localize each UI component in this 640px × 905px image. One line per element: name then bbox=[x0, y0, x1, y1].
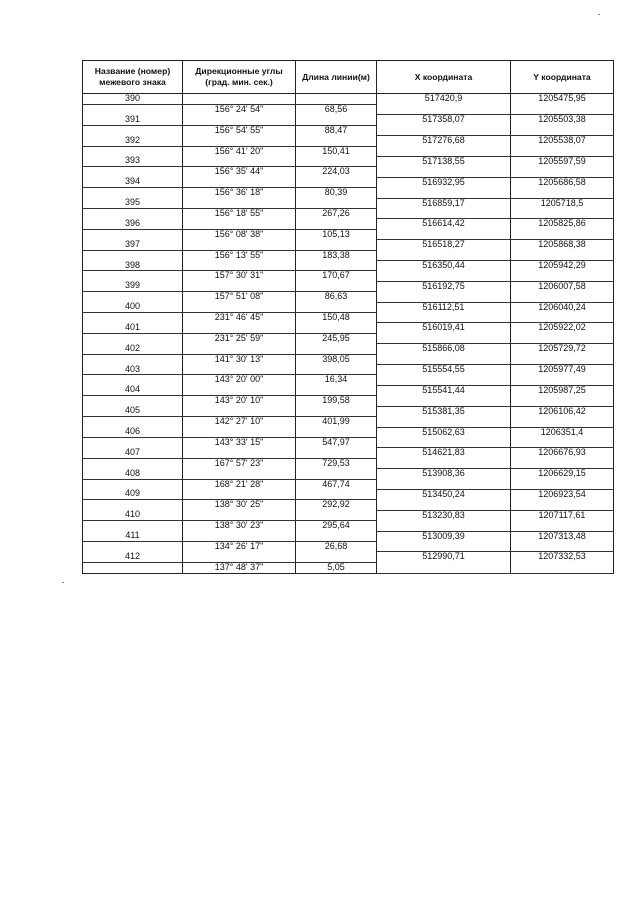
length-cell bbox=[296, 489, 377, 499]
y-coordinate-cell bbox=[511, 146, 614, 156]
table-row bbox=[83, 385, 614, 395]
angle-cell bbox=[183, 302, 296, 312]
point-name-cell bbox=[83, 229, 183, 239]
table-row bbox=[83, 354, 614, 364]
y-coordinate-cell bbox=[511, 396, 614, 406]
length-cell: 150,48 bbox=[296, 313, 377, 323]
y-coordinate-cell: 1207313,48 bbox=[511, 531, 614, 541]
point-name-cell: 395 bbox=[83, 198, 183, 208]
angle-cell: 143° 33' 15" bbox=[183, 437, 296, 447]
length-cell: 86,63 bbox=[296, 292, 377, 302]
x-coordinate-cell: 512990,71 bbox=[377, 552, 511, 562]
y-coordinate-cell bbox=[511, 250, 614, 260]
angle-cell bbox=[183, 406, 296, 416]
y-coordinate-cell: 1206351,4 bbox=[511, 427, 614, 437]
length-cell: 729,53 bbox=[296, 458, 377, 468]
table-row bbox=[83, 292, 614, 302]
x-coordinate-cell: 513230,83 bbox=[377, 510, 511, 520]
angle-cell: 134° 26' 17" bbox=[183, 541, 296, 551]
y-coordinate-cell bbox=[511, 167, 614, 177]
angle-cell: 156° 36' 18" bbox=[183, 188, 296, 198]
x-coordinate-cell: 515866,08 bbox=[377, 344, 511, 354]
table-row bbox=[83, 198, 614, 208]
table-row bbox=[83, 313, 614, 323]
angle-cell bbox=[183, 510, 296, 520]
angle-cell bbox=[183, 219, 296, 229]
point-name-cell bbox=[83, 562, 183, 573]
table-row bbox=[83, 219, 614, 229]
x-coordinate-cell: 516192,75 bbox=[377, 281, 511, 291]
angle-cell bbox=[183, 531, 296, 541]
point-name-cell: 399 bbox=[83, 281, 183, 291]
table-row bbox=[83, 448, 614, 458]
x-coordinate-cell: 515541,44 bbox=[377, 385, 511, 395]
x-coordinate-cell: 517276,68 bbox=[377, 136, 511, 146]
angle-cell: 231° 46' 45" bbox=[183, 313, 296, 323]
header-line-length: Длина линии(м) bbox=[296, 61, 377, 94]
y-coordinate-cell bbox=[511, 125, 614, 135]
length-cell bbox=[296, 365, 377, 375]
point-name-cell bbox=[83, 500, 183, 510]
length-cell bbox=[296, 552, 377, 562]
point-name-cell bbox=[83, 188, 183, 198]
table-row bbox=[83, 333, 614, 343]
table-row bbox=[83, 229, 614, 239]
length-cell bbox=[296, 344, 377, 354]
table-row bbox=[83, 146, 614, 156]
point-name-cell bbox=[83, 167, 183, 177]
table-row bbox=[83, 469, 614, 479]
y-coordinate-cell bbox=[511, 375, 614, 385]
table-row bbox=[83, 281, 614, 291]
length-cell bbox=[296, 448, 377, 458]
angle-cell: 141° 30' 13" bbox=[183, 354, 296, 364]
length-cell: 199,58 bbox=[296, 396, 377, 406]
point-name-cell bbox=[83, 250, 183, 260]
angle-cell: 143° 20' 00" bbox=[183, 375, 296, 385]
length-cell: 224,03 bbox=[296, 167, 377, 177]
y-coordinate-cell bbox=[511, 208, 614, 218]
point-name-cell: 403 bbox=[83, 365, 183, 375]
point-name-cell bbox=[83, 313, 183, 323]
length-cell: 245,95 bbox=[296, 333, 377, 343]
table-row bbox=[83, 302, 614, 312]
point-name-cell: 398 bbox=[83, 261, 183, 271]
length-cell: 5,05 bbox=[296, 562, 377, 573]
angle-cell bbox=[183, 365, 296, 375]
x-coordinate-cell: 516518,27 bbox=[377, 240, 511, 250]
x-coordinate-cell: 515554,55 bbox=[377, 365, 511, 375]
angle-cell bbox=[183, 156, 296, 166]
y-coordinate-cell bbox=[511, 500, 614, 510]
point-name-cell: 410 bbox=[83, 510, 183, 520]
angle-cell: 168° 21' 28" bbox=[183, 479, 296, 489]
x-coordinate-cell bbox=[377, 354, 511, 364]
angle-cell: 138° 30' 25" bbox=[183, 500, 296, 510]
x-coordinate-cell bbox=[377, 521, 511, 531]
length-cell bbox=[296, 510, 377, 520]
length-cell: 295,64 bbox=[296, 521, 377, 531]
y-coordinate-cell: 1206923,54 bbox=[511, 489, 614, 499]
point-name-cell: 411 bbox=[83, 531, 183, 541]
table-row bbox=[83, 167, 614, 177]
angle-cell: 143° 20' 10" bbox=[183, 396, 296, 406]
table-row bbox=[83, 427, 614, 437]
length-cell bbox=[296, 302, 377, 312]
table-row bbox=[83, 541, 614, 551]
angle-cell: 142° 27' 10" bbox=[183, 417, 296, 427]
table-body bbox=[83, 94, 614, 574]
angle-cell bbox=[183, 177, 296, 187]
x-coordinate-cell: 516019,41 bbox=[377, 323, 511, 333]
length-cell bbox=[296, 177, 377, 187]
angle-cell: 167° 57' 23" bbox=[183, 458, 296, 468]
point-name-cell bbox=[83, 354, 183, 364]
length-cell: 467,74 bbox=[296, 479, 377, 489]
y-coordinate-cell bbox=[511, 458, 614, 468]
length-cell bbox=[296, 281, 377, 291]
table-row bbox=[83, 177, 614, 187]
y-coordinate-cell: 1206106,42 bbox=[511, 406, 614, 416]
x-coordinate-cell bbox=[377, 437, 511, 447]
x-coordinate-cell: 513450,24 bbox=[377, 489, 511, 499]
angle-cell: 156° 08' 38" bbox=[183, 229, 296, 239]
table-row bbox=[83, 188, 614, 198]
header-y-coordinate: Y координата bbox=[511, 61, 614, 94]
x-coordinate-cell bbox=[377, 104, 511, 114]
angle-cell: 156° 35' 44" bbox=[183, 167, 296, 177]
length-cell bbox=[296, 115, 377, 125]
length-cell bbox=[296, 219, 377, 229]
y-coordinate-cell: 1207117,61 bbox=[511, 510, 614, 520]
angle-cell: 156° 18' 55" bbox=[183, 208, 296, 218]
x-coordinate-cell: 513009,39 bbox=[377, 531, 511, 541]
point-name-cell bbox=[83, 458, 183, 468]
point-name-cell bbox=[83, 437, 183, 447]
point-name-cell bbox=[83, 396, 183, 406]
angle-cell bbox=[183, 198, 296, 208]
y-coordinate-cell: 1205729,72 bbox=[511, 344, 614, 354]
point-name-cell: 400 bbox=[83, 302, 183, 312]
point-name-cell: 412 bbox=[83, 552, 183, 562]
x-coordinate-cell: 515062,63 bbox=[377, 427, 511, 437]
y-coordinate-cell: 1205475,95 bbox=[511, 94, 614, 105]
angle-cell bbox=[183, 261, 296, 271]
table-row bbox=[83, 500, 614, 510]
angle-cell: 137° 48' 37" bbox=[183, 562, 296, 573]
point-name-cell bbox=[83, 146, 183, 156]
x-coordinate-cell: 517358,07 bbox=[377, 115, 511, 125]
x-coordinate-cell bbox=[377, 396, 511, 406]
angle-cell: 138° 30' 23" bbox=[183, 521, 296, 531]
point-name-cell: 393 bbox=[83, 156, 183, 166]
angle-cell bbox=[183, 323, 296, 333]
x-coordinate-cell bbox=[377, 250, 511, 260]
table-row bbox=[83, 458, 614, 468]
y-coordinate-cell: 1206676,93 bbox=[511, 448, 614, 458]
angle-cell bbox=[183, 385, 296, 395]
point-name-cell bbox=[83, 521, 183, 531]
table-row bbox=[83, 489, 614, 499]
length-cell: 170,67 bbox=[296, 271, 377, 281]
y-coordinate-cell: 1206629,15 bbox=[511, 469, 614, 479]
table-row bbox=[83, 208, 614, 218]
angle-cell bbox=[183, 469, 296, 479]
length-cell bbox=[296, 427, 377, 437]
x-coordinate-cell: 515381,35 bbox=[377, 406, 511, 416]
x-coordinate-cell: 517420,9 bbox=[377, 94, 511, 105]
x-coordinate-cell bbox=[377, 541, 511, 551]
angle-cell: 156° 41' 20" bbox=[183, 146, 296, 156]
angle-cell: 156° 24' 54" bbox=[183, 104, 296, 114]
point-name-cell: 391 bbox=[83, 115, 183, 125]
length-cell: 88,47 bbox=[296, 125, 377, 135]
table-row bbox=[83, 552, 614, 562]
point-name-cell: 404 bbox=[83, 385, 183, 395]
y-coordinate-cell bbox=[511, 417, 614, 427]
x-coordinate-cell: 517138,55 bbox=[377, 156, 511, 166]
x-coordinate-cell bbox=[377, 417, 511, 427]
length-cell: 398,05 bbox=[296, 354, 377, 364]
x-coordinate-cell bbox=[377, 167, 511, 177]
x-coordinate-cell bbox=[377, 313, 511, 323]
x-coordinate-cell: 516932,95 bbox=[377, 177, 511, 187]
y-coordinate-cell bbox=[511, 104, 614, 114]
x-coordinate-cell bbox=[377, 208, 511, 218]
table-row bbox=[83, 323, 614, 333]
table-row bbox=[83, 271, 614, 281]
x-coordinate-cell bbox=[377, 229, 511, 239]
scan-speck bbox=[62, 582, 64, 583]
table-row bbox=[83, 531, 614, 541]
x-coordinate-cell bbox=[377, 458, 511, 468]
point-name-cell bbox=[83, 417, 183, 427]
y-coordinate-cell bbox=[511, 313, 614, 323]
length-cell bbox=[296, 261, 377, 271]
length-cell: 401,99 bbox=[296, 417, 377, 427]
x-coordinate-cell bbox=[377, 500, 511, 510]
header-x-coordinate: X координата bbox=[377, 61, 511, 94]
point-name-cell: 397 bbox=[83, 240, 183, 250]
y-coordinate-cell bbox=[511, 333, 614, 343]
point-name-cell bbox=[83, 125, 183, 135]
table-row bbox=[83, 94, 614, 105]
angle-cell bbox=[183, 344, 296, 354]
length-cell bbox=[296, 94, 377, 105]
table-row bbox=[83, 104, 614, 114]
point-name-cell: 394 bbox=[83, 177, 183, 187]
y-coordinate-cell: 1205503,38 bbox=[511, 115, 614, 125]
length-cell bbox=[296, 323, 377, 333]
point-name-cell bbox=[83, 271, 183, 281]
table-row bbox=[83, 375, 614, 385]
y-coordinate-cell: 1206007,58 bbox=[511, 281, 614, 291]
angle-cell: 157° 51' 08" bbox=[183, 292, 296, 302]
point-name-cell bbox=[83, 104, 183, 114]
length-cell: 105,13 bbox=[296, 229, 377, 239]
point-name-cell bbox=[83, 208, 183, 218]
point-name-cell: 401 bbox=[83, 323, 183, 333]
y-coordinate-cell: 1205868,38 bbox=[511, 240, 614, 250]
length-cell: 183,38 bbox=[296, 250, 377, 260]
y-coordinate-cell: 1205718,5 bbox=[511, 198, 614, 208]
angle-cell bbox=[183, 136, 296, 146]
angle-cell: 156° 13' 55" bbox=[183, 250, 296, 260]
length-cell bbox=[296, 406, 377, 416]
y-coordinate-cell: 1205942,29 bbox=[511, 261, 614, 271]
table-row bbox=[83, 510, 614, 520]
table-row bbox=[83, 156, 614, 166]
y-coordinate-cell: 1205686,58 bbox=[511, 177, 614, 187]
angle-cell bbox=[183, 448, 296, 458]
y-coordinate-cell bbox=[511, 354, 614, 364]
table-row bbox=[83, 125, 614, 135]
x-coordinate-cell bbox=[377, 188, 511, 198]
y-coordinate-cell bbox=[511, 271, 614, 281]
table-row bbox=[83, 261, 614, 271]
header-direction-angle: Дирекционные углы (град. мин. сек.) bbox=[183, 61, 296, 94]
table-row bbox=[83, 562, 614, 573]
x-coordinate-cell bbox=[377, 292, 511, 302]
angle-cell: 231° 25' 59" bbox=[183, 333, 296, 343]
y-coordinate-cell bbox=[511, 562, 614, 573]
length-cell bbox=[296, 531, 377, 541]
y-coordinate-cell bbox=[511, 188, 614, 198]
table-row bbox=[83, 417, 614, 427]
angle-cell bbox=[183, 240, 296, 250]
y-coordinate-cell: 1205922,02 bbox=[511, 323, 614, 333]
table-row bbox=[83, 406, 614, 416]
table-header-row bbox=[83, 61, 614, 94]
length-cell bbox=[296, 156, 377, 166]
table-row bbox=[83, 115, 614, 125]
table-row bbox=[83, 240, 614, 250]
y-coordinate-cell: 1205597,59 bbox=[511, 156, 614, 166]
angle-cell bbox=[183, 489, 296, 499]
length-cell bbox=[296, 385, 377, 395]
table-row bbox=[83, 521, 614, 531]
length-cell: 26,68 bbox=[296, 541, 377, 551]
x-coordinate-cell: 513908,36 bbox=[377, 469, 511, 479]
angle-cell: 156° 54' 55" bbox=[183, 125, 296, 135]
length-cell: 80,39 bbox=[296, 188, 377, 198]
angle-cell bbox=[183, 427, 296, 437]
y-coordinate-cell: 1205977,49 bbox=[511, 365, 614, 375]
header-point-name: Название (номер) межевого знака bbox=[83, 61, 183, 94]
angle-cell bbox=[183, 281, 296, 291]
table-row bbox=[83, 250, 614, 260]
y-coordinate-cell bbox=[511, 541, 614, 551]
boundary-points-table bbox=[82, 60, 614, 574]
point-name-cell bbox=[83, 292, 183, 302]
length-cell: 150,41 bbox=[296, 146, 377, 156]
x-coordinate-cell: 516112,51 bbox=[377, 302, 511, 312]
y-coordinate-cell: 1206040,24 bbox=[511, 302, 614, 312]
point-name-cell: 409 bbox=[83, 489, 183, 499]
x-coordinate-cell bbox=[377, 271, 511, 281]
table-row bbox=[83, 396, 614, 406]
point-name-cell: 408 bbox=[83, 469, 183, 479]
table-row bbox=[83, 365, 614, 375]
y-coordinate-cell bbox=[511, 229, 614, 239]
point-name-cell bbox=[83, 333, 183, 343]
angle-cell bbox=[183, 94, 296, 105]
point-name-cell bbox=[83, 541, 183, 551]
angle-cell bbox=[183, 115, 296, 125]
x-coordinate-cell bbox=[377, 333, 511, 343]
length-cell: 68,56 bbox=[296, 104, 377, 114]
length-cell: 292,92 bbox=[296, 500, 377, 510]
y-coordinate-cell: 1207332,53 bbox=[511, 552, 614, 562]
table-row bbox=[83, 479, 614, 489]
point-name-cell: 390 bbox=[83, 94, 183, 105]
length-cell: 547,97 bbox=[296, 437, 377, 447]
x-coordinate-cell: 516859,17 bbox=[377, 198, 511, 208]
y-coordinate-cell bbox=[511, 292, 614, 302]
length-cell bbox=[296, 469, 377, 479]
y-coordinate-cell bbox=[511, 521, 614, 531]
x-coordinate-cell bbox=[377, 375, 511, 385]
y-coordinate-cell: 1205825,86 bbox=[511, 219, 614, 229]
point-name-cell: 406 bbox=[83, 427, 183, 437]
y-coordinate-cell bbox=[511, 479, 614, 489]
point-name-cell bbox=[83, 375, 183, 385]
table-row bbox=[83, 344, 614, 354]
length-cell bbox=[296, 240, 377, 250]
point-name-cell: 407 bbox=[83, 448, 183, 458]
point-name-cell bbox=[83, 479, 183, 489]
length-cell bbox=[296, 198, 377, 208]
x-coordinate-cell: 516614,42 bbox=[377, 219, 511, 229]
scan-speck bbox=[598, 14, 600, 15]
x-coordinate-cell: 516350,44 bbox=[377, 261, 511, 271]
point-name-cell: 396 bbox=[83, 219, 183, 229]
table-row bbox=[83, 437, 614, 447]
table-row bbox=[83, 136, 614, 146]
x-coordinate-cell bbox=[377, 146, 511, 156]
length-cell: 16,34 bbox=[296, 375, 377, 385]
y-coordinate-cell: 1205538,07 bbox=[511, 136, 614, 146]
point-name-cell: 405 bbox=[83, 406, 183, 416]
angle-cell bbox=[183, 552, 296, 562]
x-coordinate-cell bbox=[377, 479, 511, 489]
x-coordinate-cell bbox=[377, 562, 511, 573]
point-name-cell: 392 bbox=[83, 136, 183, 146]
x-coordinate-cell: 514621,83 bbox=[377, 448, 511, 458]
x-coordinate-cell bbox=[377, 125, 511, 135]
angle-cell: 157° 30' 31" bbox=[183, 271, 296, 281]
y-coordinate-cell: 1205987,25 bbox=[511, 385, 614, 395]
point-name-cell: 402 bbox=[83, 344, 183, 354]
y-coordinate-cell bbox=[511, 437, 614, 447]
length-cell: 267,26 bbox=[296, 208, 377, 218]
length-cell bbox=[296, 136, 377, 146]
